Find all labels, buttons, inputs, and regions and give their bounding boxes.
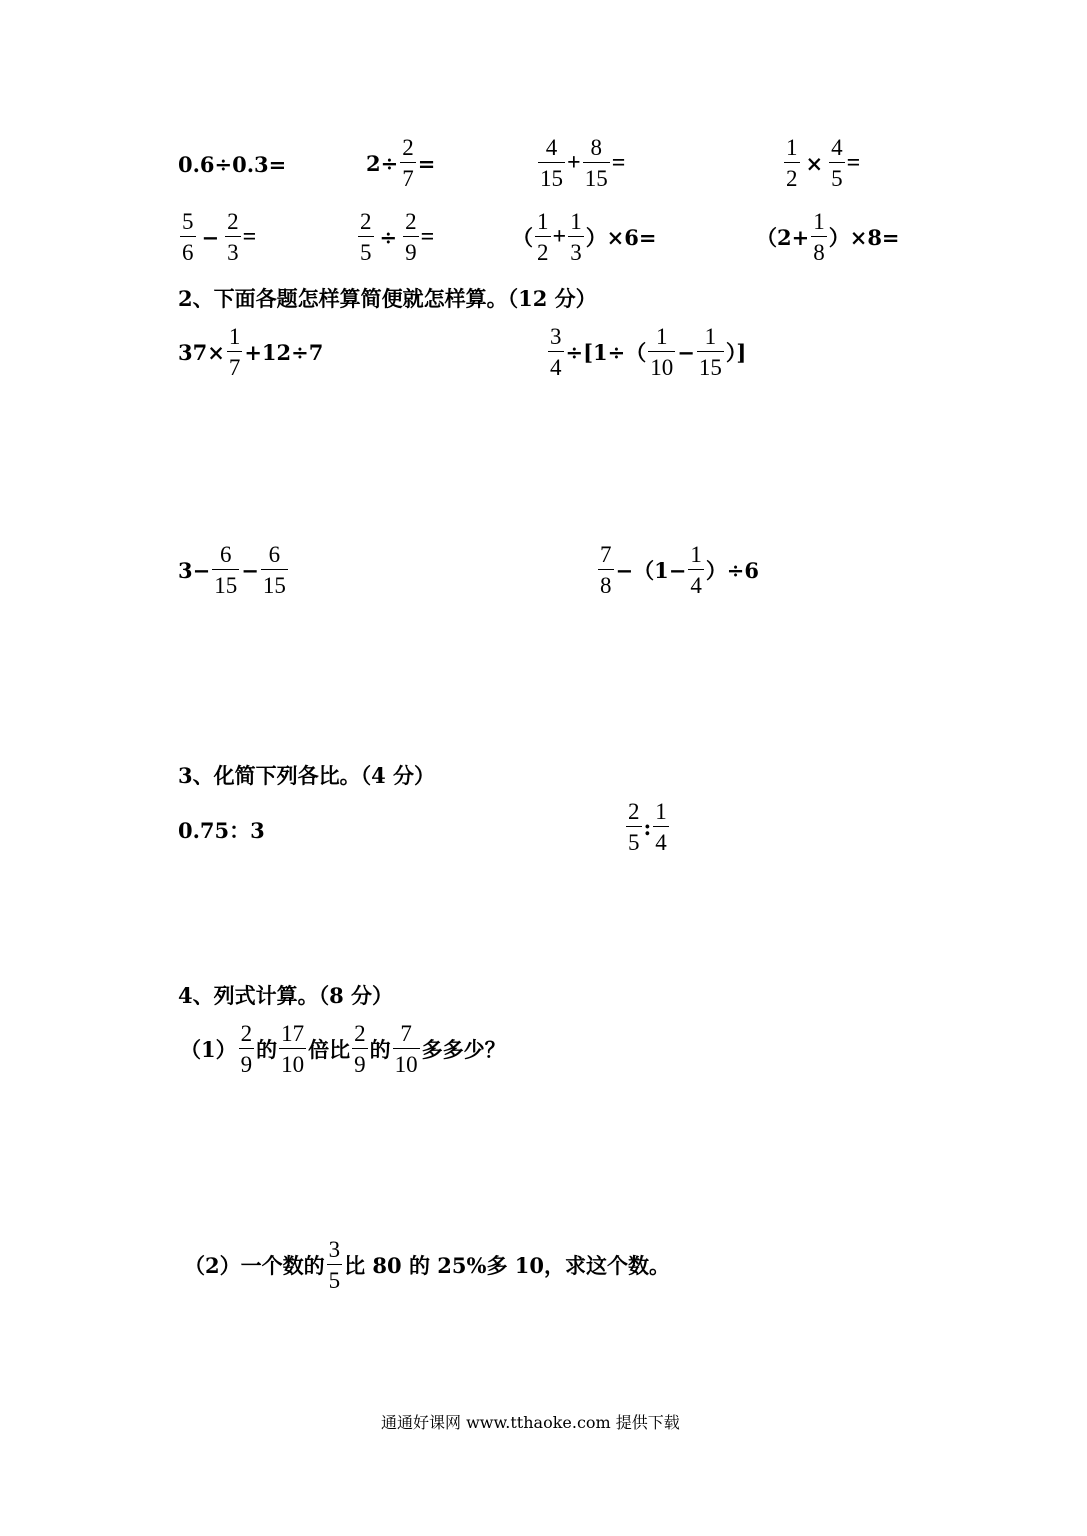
fraction: $\frac{2}{5}$ xyxy=(628,799,640,855)
fraction: $\frac{1}{7}$ xyxy=(228,324,241,380)
fraction: $\frac{2}{5}$ xyxy=(360,209,372,265)
expr-1e: $\frac{5}{6}$ − $\frac{2}{3}$ = xyxy=(182,209,257,265)
fraction: $\frac{1}{2}$ xyxy=(786,135,798,191)
fraction: $\frac{1}{3}$ xyxy=(570,209,582,265)
expr-1d: $\frac{1}{2}$ × $\frac{4}{5}$ = xyxy=(786,135,861,191)
expr-1g: （ $\frac{1}{2}$ + $\frac{1}{3}$ ）×6= xyxy=(512,209,657,265)
fraction: $\frac{2}{9}$ xyxy=(354,1021,366,1077)
expr-1c: $\frac{4}{15}$ + $\frac{8}{15}$ = xyxy=(540,135,626,191)
problem-2-2: $\frac{3}{4}$ ÷[1÷（ $\frac{1}{10}$ − $\frac{1}{15}$ ）] xyxy=(550,324,747,380)
fraction: $\frac{2}{9}$ xyxy=(405,209,417,265)
fraction: $\frac{4}{15}$ xyxy=(540,135,563,191)
fraction: $\frac{6}{15}$ xyxy=(214,542,238,598)
fraction: $\frac{8}{15}$ xyxy=(584,135,608,191)
fraction: $\frac{3}{4}$ xyxy=(550,324,562,380)
expr-1a: 0.6÷0.3= xyxy=(178,152,287,177)
section-2-title: 2、下面各题怎样算简便就怎样算。（12 分） xyxy=(178,286,597,311)
problem-2-4: $\frac{7}{8}$ −（1− $\frac{1}{4}$ ）÷6 xyxy=(600,542,760,598)
expr-1b: 2÷ $\frac{2}{7}$ = xyxy=(366,135,436,191)
fraction: $\frac{1}{4}$ xyxy=(690,542,702,598)
fraction: $\frac{4}{5}$ xyxy=(831,135,843,191)
section-3-title: 3、化简下列各比。（4 分） xyxy=(178,763,436,788)
problem-2-3: 3− $\frac{6}{15}$ − $\frac{6}{15}$ xyxy=(178,542,286,598)
fraction: $\frac{1}{8}$ xyxy=(813,209,825,265)
expr-1h: （2+ $\frac{1}{8}$ ）×8= xyxy=(756,209,900,265)
problem-3-1: 0.75：3 xyxy=(178,818,265,843)
fraction: $\frac{1}{15}$ xyxy=(698,324,722,380)
problem-3-2: $\frac{2}{5}$ : $\frac{1}{4}$ xyxy=(628,799,667,855)
fraction: $\frac{7}{8}$ xyxy=(600,542,612,598)
fraction: $\frac{6}{15}$ xyxy=(262,542,286,598)
problem-2-1: 37× $\frac{1}{7}$ +12÷7 xyxy=(178,324,324,380)
fraction: $\frac{7}{10}$ xyxy=(394,1021,418,1077)
fraction: $\frac{1}{10}$ xyxy=(650,324,674,380)
fraction: $\frac{1}{4}$ xyxy=(655,799,667,855)
fraction: $\frac{17}{10}$ xyxy=(281,1021,305,1077)
footer-text: 通通好课网 www.tthaoke.com 提供下载 xyxy=(381,1413,680,1432)
fraction: $\frac{2}{9}$ xyxy=(240,1021,253,1077)
expr-1f: $\frac{2}{5}$ ÷ $\frac{2}{9}$ = xyxy=(360,209,435,265)
fraction: $\frac{1}{2}$ xyxy=(537,209,549,265)
section-4-title: 4、列式计算。（8 分） xyxy=(178,983,394,1008)
problem-4-2: （2）一个数的 $\frac{3}{5}$ 比 80 的 25%多 10，求这个数。 xyxy=(184,1237,670,1293)
fraction: $\frac{2}{3}$ xyxy=(227,209,239,265)
fraction: $\frac{5}{6}$ xyxy=(182,209,194,265)
fraction: $\frac{3}{5}$ xyxy=(328,1237,341,1293)
fraction: $\frac{2}{7}$ xyxy=(402,135,414,191)
problem-4-1: （1） $\frac{2}{9}$ 的 $\frac{17}{10}$ 倍比 $\frac{2}{9}$ 的 $\frac{7}{10}$ 多多少？ xyxy=(180,1021,506,1077)
